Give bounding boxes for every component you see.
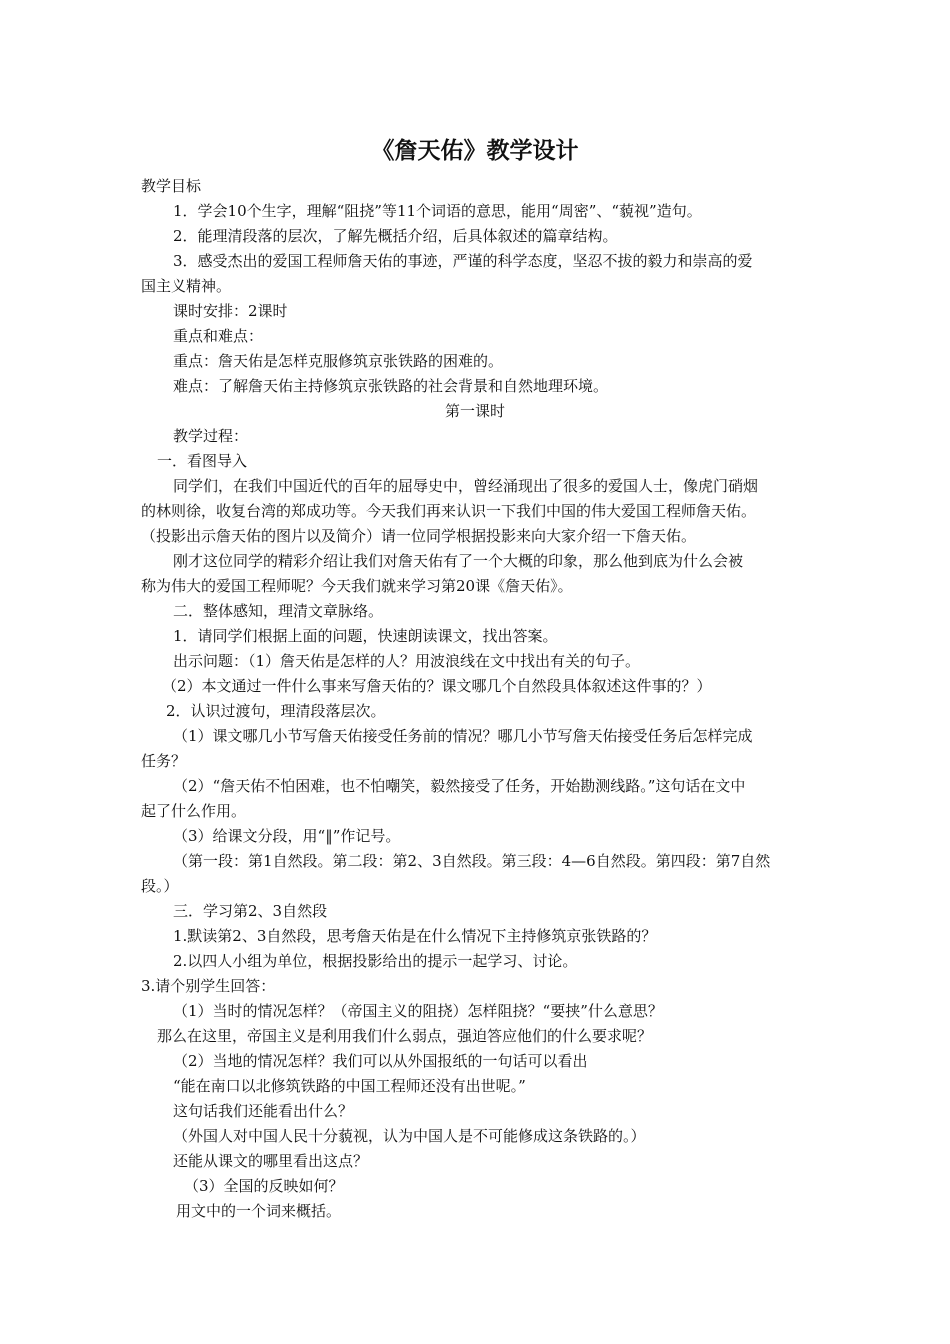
text-line: 1．请同学们根据上面的问题，快速朗读课文，找出答案。: [173, 627, 558, 645]
text-line: 3．感受杰出的爱国工程师詹天佑的事迹，严谨的科学态度，坚忍不拔的毅力和崇高的爱: [173, 252, 753, 270]
text-line: （2）当地的情况怎样？我们可以从外国报纸的一句话可以看出: [173, 1052, 588, 1070]
text-line: 难点：了解詹天佑主持修筑京张铁路的社会背景和自然地理环境。: [173, 377, 609, 395]
text-line: （外国人对中国人民十分藐视，认为中国人是不可能修成这条铁路的。）: [173, 1127, 646, 1145]
section-heading: 三．学习第2、3自然段: [173, 902, 328, 920]
lesson-heading: 第一课时: [444, 402, 505, 420]
text-line: （2）本文通过一件什么事来写詹天佑的？课文哪几个自然段具体叙述这件事的？）: [162, 677, 712, 695]
text-line: 2．能理清段落的层次，了解先概括介绍，后具体叙述的篇章结构。: [173, 227, 618, 245]
text-line: 2.以四人小组为单位，根据投影给出的提示一起学习、讨论。: [173, 952, 578, 970]
text-line: 1．学会10个生字，理解“阻挠”等11个词语的意思，能用“周密”、“藐视”造句。: [173, 202, 702, 220]
section-heading: 教学目标: [141, 177, 202, 195]
text-line: 2．认识过渡句，理清段落层次。: [166, 702, 386, 720]
text-line: （3）给课文分段，用“‖”作记号。: [173, 827, 401, 845]
section-heading: 一．看图导入: [157, 452, 248, 470]
text-line: （2）“詹天佑不怕困难，也不怕嘲笑，毅然接受了任务，开始勘测线路。”这句话在文中: [173, 777, 746, 795]
text-line: （1）当时的情况怎样？（帝国主义的阻挠）怎样阻挠？“要挟”什么意思？: [173, 1002, 663, 1020]
text-line: 那么在这里，帝国主义是利用我们什么弱点，强迫答应他们的什么要求呢？: [157, 1027, 653, 1045]
text-line: 还能从课文的哪里看出这点？: [173, 1152, 369, 1170]
text-line: 3.请个别学生回答：: [141, 977, 276, 995]
text-line: 重点和难点：: [173, 327, 264, 345]
text-line: 重点：詹天佑是怎样克服修筑京张铁路的困难的。: [173, 352, 504, 370]
text-line: 起了什么作用。: [141, 802, 247, 820]
text-line: 刚才这位同学的精彩介绍让我们对詹天佑有了一个大概的印象，那么他到底为什么会被: [173, 552, 744, 570]
text-line: 的林则徐，收复台湾的郑成功等。今天我们再来认识一下我们中国的伟大爱国工程师詹天佑。: [141, 502, 757, 520]
text-line: 同学们，在我们中国近代的百年的屈辱史中，曾经涌现出了很多的爱国人士，像虎门硝烟: [173, 477, 759, 495]
text-line: 称为伟大的爱国工程师呢？今天我们就来学习第20课《詹天佑》。: [141, 577, 573, 595]
text-line: 用文中的一个词来概括。: [176, 1202, 342, 1220]
text-line: 1.默读第2、3自然段，思考詹天佑是在什么情况下主持修筑京张铁路的？: [173, 927, 657, 945]
section-heading: 二．整体感知，理清文章脉络。: [173, 602, 384, 620]
text-line: （1）课文哪几小节写詹天佑接受任务前的情况？哪几小节写詹天佑接受任务后怎样完成: [173, 727, 753, 745]
document-title: 《詹天佑》教学设计: [371, 137, 579, 164]
quote-line: “能在南口以北修筑铁路的中国工程师还没有出世呢。”: [173, 1077, 526, 1095]
text-line: 教学过程：: [173, 427, 249, 445]
text-line: 段。）: [141, 877, 179, 895]
text-line: 任务？: [141, 752, 187, 770]
text-line: （第一段：第1自然段。第二段：第2、3自然段。第三段：4—6自然段。第四段：第7自然: [173, 852, 771, 870]
text-line: （3）全国的反映如何？: [184, 1177, 344, 1195]
text-line: 出示问题：（1）詹天佑是怎样的人？用波浪线在文中找出有关的句子。: [173, 652, 641, 670]
text-line: 国主义精神。: [141, 277, 232, 295]
text-line: （投影出示詹天佑的图片以及简介）请一位同学根据投影来向大家介绍一下詹天佑。: [141, 527, 697, 545]
text-line: 课时安排：2课时: [173, 302, 288, 320]
text-line: 这句话我们还能看出什么？: [173, 1102, 354, 1120]
